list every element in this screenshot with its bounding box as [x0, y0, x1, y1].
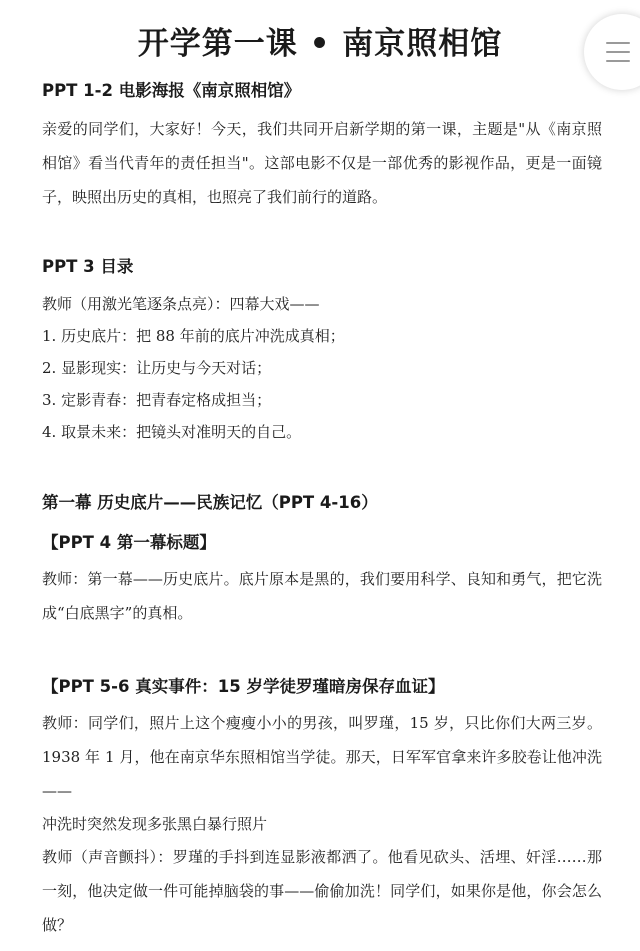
subheading-ppt5-6: 【PPT 5-6 真实事件：15 岁学徒罗瑾暗房保存血证】 [42, 677, 445, 696]
event-paragraph-1: 教师：同学们，照片上这个瘦瘦小小的男孩，叫罗瑾，15 岁，只比你们大两三岁。1938 年 1 月，他在南京华东照相馆当学徒。那天，日军军官拿来许多胶卷让他冲洗—— [42, 714, 602, 800]
page-title: 开学第一课 • 南京照相馆 [137, 26, 503, 62]
section-heading-act-one: 第一幕 历史底片——民族记忆（PPT 4-16） [42, 493, 378, 512]
contents-item-4: 4. 取景未来：把镜头对准明天的自己。 [42, 423, 302, 441]
contents-intro: 教师（用激光笔逐条点亮）：四幕大戏—— [42, 295, 320, 313]
contents-item-2: 2. 显影现实：让历史与今天对话； [42, 359, 272, 377]
contents-item-3: 3. 定影青春：把青春定格成担当； [42, 391, 272, 409]
section-heading-poster: PPT 1-2 电影海报《南京照相馆》 [42, 81, 301, 100]
hamburger-menu-icon [606, 42, 630, 62]
act-one-paragraph: 教师：第一幕——历史底片。底片原本是黑的，我们要用科学、良知和勇气，把它洗成“白底黑字”的真相。 [42, 570, 602, 622]
event-paragraph-2: 教师（声音颤抖）：罗瑾的手抖到连显影液都洒了。他看见砍头、活埋、奸淫……那一刻，他决定做一件可能掉脑袋的事——偷偷加洗！同学们，如果你是他，你会怎么做？ [42, 848, 602, 934]
section-heading-contents: PPT 3 目录 [42, 257, 134, 276]
subheading-ppt4: 【PPT 4 第一幕标题】 [42, 533, 216, 552]
intro-paragraph: 亲爱的同学们，大家好！今天，我们共同开启新学期的第一课，主题是"从《南京照相馆》看当代青年的责任担当"。这部电影不仅是一部优秀的影视作品，更是一面镜子，映照出历史的真相，也照亮了我们前行的道路。 [42, 120, 602, 206]
article-body [42, 78, 602, 942]
contents-item-1: 1. 历史底片：把 88 年前的底片冲洗成真相； [42, 327, 345, 345]
event-line: 冲洗时突然发现多张黑白暴行照片 [42, 815, 268, 833]
